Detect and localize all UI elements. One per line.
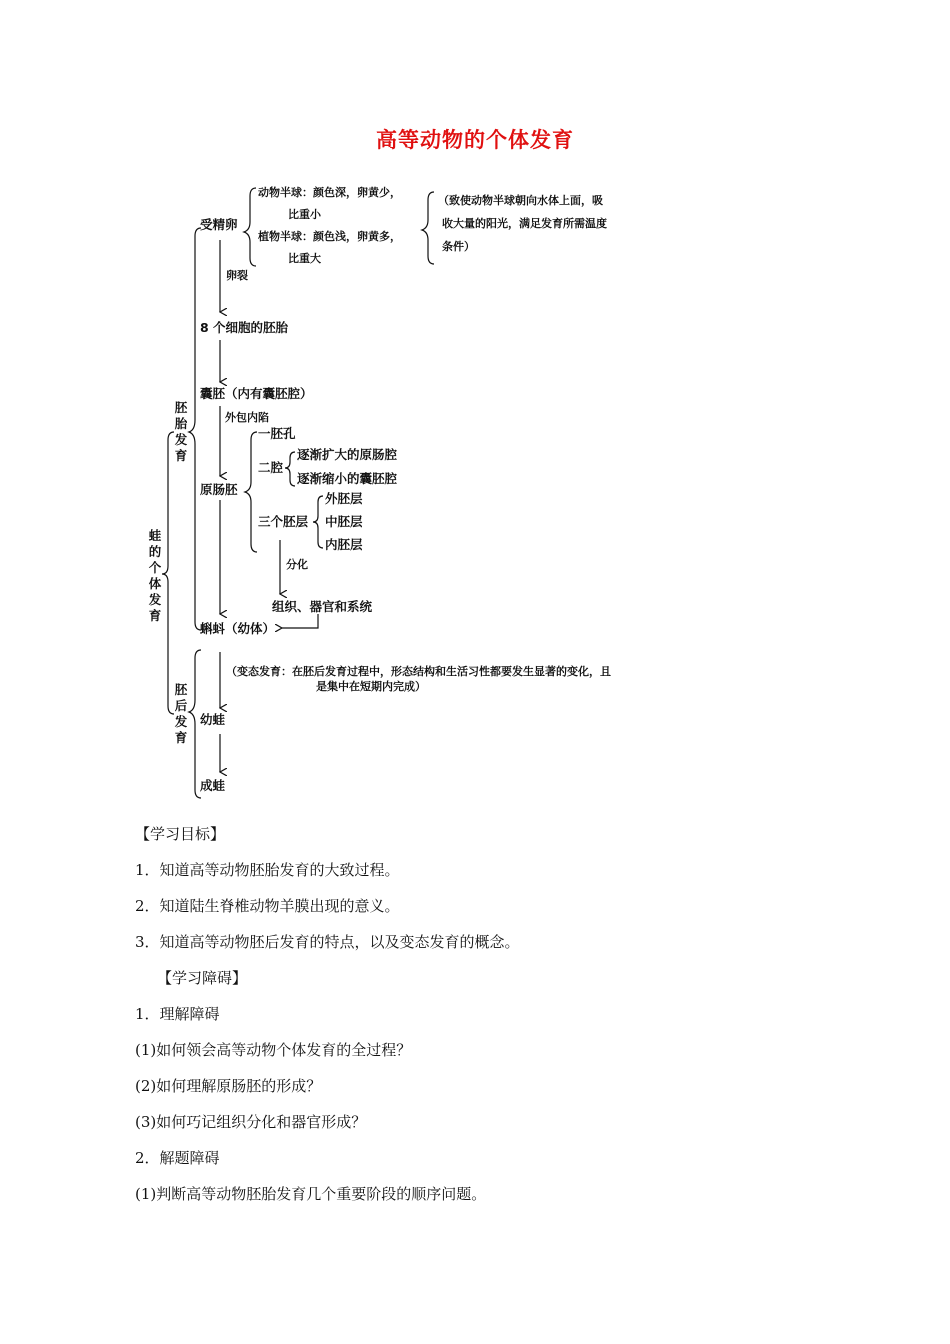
- brace-root: [162, 432, 174, 714]
- label-cavity-2: 逐渐缩小的囊胚腔: [297, 471, 398, 486]
- label-blastopore: 一胚孔: [258, 426, 296, 441]
- obstacles-heading: 【学习障碍】: [157, 969, 248, 987]
- embryo-dev-text: 胚 胎 发 育: [174, 400, 188, 463]
- label-differentiation: 分化: [286, 558, 308, 571]
- brace-gastrula: [245, 432, 257, 552]
- label-young-frog: 幼蛙: [200, 712, 226, 727]
- goals-heading: 【学习目标】: [135, 825, 226, 843]
- label-cavity-1: 逐渐扩大的原肠腔: [297, 447, 398, 462]
- goal-1: 1．知道高等动物胚胎发育的大致过程。: [135, 861, 400, 879]
- label-note-2: 收大量的阳光，满足发育所需温度: [442, 217, 607, 230]
- label-gastrula: 原肠胚: [200, 482, 238, 497]
- label-metamorphosis-1: （变态发育：在胚后发育过程中，形态结构和生活习性都要发生显著的变化，且: [226, 665, 611, 678]
- label-cleavage: 卵裂: [226, 269, 248, 282]
- brace-cavities: [285, 452, 295, 486]
- label-endoderm: 内胚层: [325, 537, 363, 552]
- obstacle-2-1: (1)判断高等动物胚胎发育几个重要阶段的顺序问题。: [135, 1185, 487, 1203]
- brace-egg: [244, 188, 256, 266]
- label-tissues: 组织、器官和系统: [272, 599, 373, 614]
- label-post-dev: [174, 682, 188, 746]
- label-blastula: 囊胚（内有囊胚腔）: [200, 386, 313, 401]
- label-fertilized-egg: 受精卵: [200, 217, 238, 232]
- obstacle-1: 1．理解障碍: [135, 1005, 220, 1023]
- post-dev-text: 胚 后 发 育: [174, 682, 188, 745]
- arrow-tissues-to-tadpole: [282, 614, 318, 628]
- label-plant-hemisphere-2: 比重大: [288, 252, 321, 265]
- label-adult-frog: 成蛙: [200, 778, 226, 793]
- label-plant-hemisphere: 植物半球：颜色浅，卵黄多，: [258, 230, 401, 243]
- obstacle-1-3: (3)如何巧记组织分化和器官形成？: [135, 1113, 367, 1131]
- label-note-3: 条件）: [442, 240, 475, 253]
- label-two-cavities: 二腔: [258, 460, 284, 475]
- label-invagination: 外包内陷: [225, 411, 269, 424]
- brace-note: [422, 192, 434, 264]
- label-ectoderm: 外胚层: [325, 491, 363, 506]
- label-note-1: （致使动物半球朝向水体上面，吸: [438, 194, 603, 207]
- label-animal-hemisphere: 动物半球：颜色深，卵黄少，: [258, 186, 401, 199]
- goal-3: 3．知道高等动物胚后发育的特点，以及变态发育的概念。: [135, 933, 520, 951]
- root-chars: 蛙 的 个 体 发 育: [148, 528, 162, 623]
- label-metamorphosis-2: 是集中在短期内完成）: [316, 680, 426, 693]
- label-mesoderm: 中胚层: [325, 514, 363, 529]
- brace-layers: [313, 496, 323, 548]
- obstacle-2: 2．解题障碍: [135, 1149, 220, 1167]
- obstacle-1-2: (2)如何理解原肠胚的形成？: [135, 1077, 322, 1095]
- label-three-layers: 三个胚层: [258, 514, 309, 529]
- label-root: [148, 528, 162, 624]
- label-embryo-dev: [174, 400, 188, 464]
- label-tadpole: 蝌蚪（幼体）: [200, 621, 276, 636]
- obstacle-1-1: (1)如何领会高等动物个体发育的全过程？: [135, 1041, 412, 1059]
- label-eight-cell: 8 个细胞的胚胎: [200, 320, 289, 335]
- page-title: 高等动物的个体发育: [376, 128, 574, 152]
- brace-embryo: [189, 228, 201, 630]
- label-animal-hemisphere-2: 比重小: [288, 208, 321, 221]
- goal-2: 2．知道陆生脊椎动物羊膜出现的意义。: [135, 897, 400, 915]
